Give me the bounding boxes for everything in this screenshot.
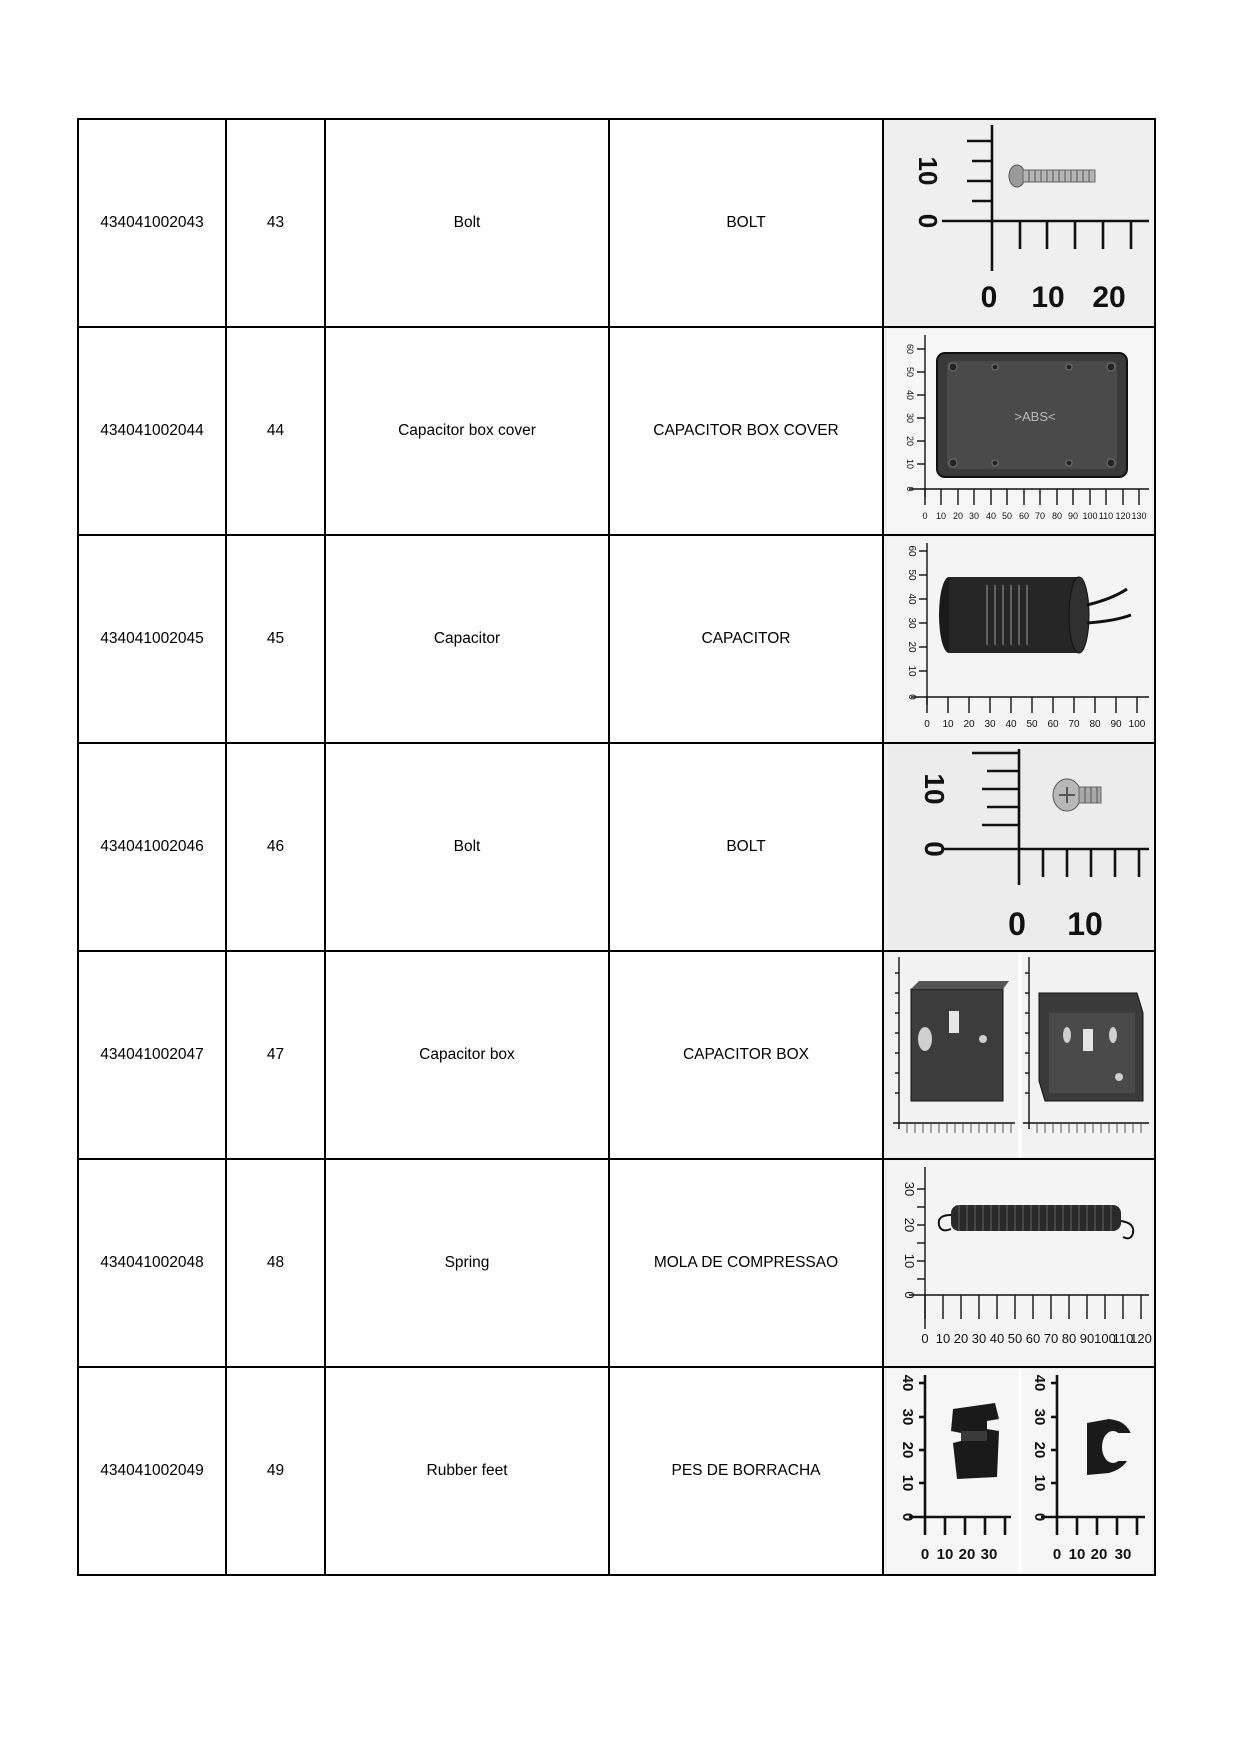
part-name-pt: CAPACITOR BOX COVER <box>609 327 883 535</box>
capacitor-photo <box>887 537 1152 741</box>
part-name-en: Capacitor <box>325 535 609 743</box>
scale-y-label: 60 <box>904 343 915 355</box>
part-code: 434041002046 <box>78 743 226 951</box>
part-name-en: Bolt <box>325 743 609 951</box>
scale-x-label: 70 <box>1043 1331 1058 1346</box>
part-name-pt: BOLT <box>609 119 883 327</box>
table-row <box>78 743 1155 951</box>
scale-x-label: 20 <box>1091 281 1126 314</box>
scale-x-label: 50 <box>1025 719 1038 730</box>
table-row <box>78 119 1155 327</box>
part-name-en: Capacitor box cover <box>325 327 609 535</box>
scale-x-label: 40 <box>989 1331 1004 1346</box>
scale-y-label: 10 <box>1030 1474 1048 1492</box>
scale-x-label: 30 <box>971 1331 986 1346</box>
image-text: >ABS< <box>1013 409 1056 424</box>
table-row <box>78 1367 1155 1575</box>
part-photo-cell <box>883 1159 1155 1367</box>
scale-x-label: 60 <box>1018 511 1029 521</box>
scale-y-label: 30 <box>898 1408 916 1426</box>
scale-x-label: 20 <box>952 511 963 521</box>
scale-y-label: 60 <box>905 545 917 557</box>
scale-y-label: 40 <box>1030 1374 1048 1392</box>
rubber-feet-photo <box>887 1369 1152 1573</box>
scale-x-label: 0 <box>923 719 930 730</box>
scale-y-label: 0 <box>898 1512 916 1522</box>
scale-y-label: 40 <box>905 593 917 605</box>
scale-x-label: 30 <box>1114 1546 1131 1563</box>
part-name-pt: CAPACITOR BOX <box>609 951 883 1159</box>
part-code: 434041002047 <box>78 951 226 1159</box>
scale-x-label: 10 <box>1030 281 1065 314</box>
scale-x-label: 40 <box>1004 719 1017 730</box>
scale-x-label: 60 <box>1025 1331 1040 1346</box>
scale-x-label: 10 <box>1068 1546 1085 1563</box>
scale-x-label: 10 <box>935 1331 950 1346</box>
scale-x-label: 80 <box>1051 511 1062 521</box>
scale-y-label: 30 <box>901 1181 917 1197</box>
position-number: 47 <box>226 951 325 1159</box>
table-row <box>78 327 1155 535</box>
scale-x-label: 10 <box>1066 906 1103 942</box>
part-photo-cell <box>883 535 1155 743</box>
scale-y-label: 20 <box>901 1217 917 1233</box>
part-name-en: Spring <box>325 1159 609 1367</box>
scale-x-label: 20 <box>953 1331 968 1346</box>
box-cover-photo <box>887 329 1152 533</box>
scale-x-label: 0 <box>921 511 928 521</box>
scale-x-label: 30 <box>983 719 996 730</box>
scale-y-label: 0 <box>912 213 943 229</box>
position-number: 49 <box>226 1367 325 1575</box>
scale-x-label: 90 <box>1109 719 1122 730</box>
part-code: 434041002049 <box>78 1367 226 1575</box>
parts-table <box>77 118 1156 1576</box>
scale-y-label: 20 <box>905 641 917 653</box>
scale-x-label: 100 <box>1093 1331 1116 1346</box>
scale-x-label: 20 <box>1090 1546 1107 1563</box>
part-name-pt: MOLA DE COMPRESSAO <box>609 1159 883 1367</box>
scale-y-label: 20 <box>904 435 915 447</box>
scale-y-label: 0 <box>901 1291 917 1299</box>
scale-x-label: 0 <box>920 1331 929 1346</box>
scale-y-label: 10 <box>901 1253 917 1269</box>
position-number: 46 <box>226 743 325 951</box>
part-code: 434041002048 <box>78 1159 226 1367</box>
scale-x-label: 10 <box>936 1546 953 1563</box>
scale-x-label: 80 <box>1088 719 1101 730</box>
scale-y-label: 0 <box>918 841 950 857</box>
scale-y-label: 20 <box>1030 1441 1048 1459</box>
scale-x-label: 130 <box>1130 511 1147 521</box>
part-name-en: Bolt <box>325 119 609 327</box>
scale-x-label: 120 <box>1129 1331 1152 1346</box>
scale-y-label: 30 <box>905 617 917 629</box>
scale-x-label: 10 <box>941 719 954 730</box>
scale-y-label: 40 <box>898 1374 916 1392</box>
scale-y-label: 0 <box>1030 1512 1048 1522</box>
scale-x-label: 0 <box>920 1546 929 1563</box>
part-photo-cell <box>883 743 1155 951</box>
part-name-en: Capacitor box <box>325 951 609 1159</box>
scale-y-label: 40 <box>904 389 915 401</box>
scale-y-label: 30 <box>1030 1408 1048 1426</box>
part-photo-cell <box>883 327 1155 535</box>
scale-y-label: 0 <box>904 486 915 492</box>
part-name-en: Rubber feet <box>325 1367 609 1575</box>
part-code: 434041002044 <box>78 327 226 535</box>
scale-x-label: 10 <box>935 511 946 521</box>
scale-x-label: 90 <box>1067 511 1078 521</box>
scale-x-label: 20 <box>962 719 975 730</box>
scale-x-label: 0 <box>980 281 997 314</box>
scale-x-label: 30 <box>980 1546 997 1563</box>
scale-x-label: 70 <box>1034 511 1045 521</box>
scale-y-label: 0 <box>905 694 917 700</box>
capacitor-box-photo <box>887 953 1152 1157</box>
scale-x-label: 50 <box>1007 1331 1022 1346</box>
position-number: 44 <box>226 327 325 535</box>
scale-x-label: 80 <box>1061 1331 1076 1346</box>
part-photo-cell <box>883 951 1155 1159</box>
scale-x-label: 70 <box>1067 719 1080 730</box>
table-row <box>78 951 1155 1159</box>
scale-x-label: 120 <box>1114 511 1131 521</box>
part-name-pt: PES DE BORRACHA <box>609 1367 883 1575</box>
part-photo-cell <box>883 119 1155 327</box>
scale-y-label: 30 <box>904 412 915 424</box>
table-row <box>78 1159 1155 1367</box>
scale-x-label: 30 <box>968 511 979 521</box>
scale-x-label: 50 <box>1001 511 1012 521</box>
scale-x-label: 110 <box>1112 1331 1133 1346</box>
position-number: 45 <box>226 535 325 743</box>
scale-y-label: 10 <box>905 665 917 677</box>
bolt-short-photo <box>887 745 1152 949</box>
scale-x-label: 110 <box>1098 511 1113 521</box>
scale-x-label: 100 <box>1081 511 1098 521</box>
scale-y-label: 10 <box>918 773 950 805</box>
scale-x-label: 40 <box>985 511 996 521</box>
scale-x-label: 20 <box>958 1546 975 1563</box>
part-code: 434041002045 <box>78 535 226 743</box>
scale-x-label: 0 <box>1052 1546 1061 1563</box>
part-name-pt: CAPACITOR <box>609 535 883 743</box>
bolt-long-photo <box>887 121 1152 325</box>
part-photo-cell <box>883 1367 1155 1575</box>
scale-x-label: 100 <box>1128 719 1145 730</box>
part-name-pt: BOLT <box>609 743 883 951</box>
table-row <box>78 535 1155 743</box>
part-code: 434041002043 <box>78 119 226 327</box>
scale-y-label: 10 <box>912 156 943 186</box>
spring-photo <box>887 1161 1152 1365</box>
scale-y-label: 50 <box>905 569 917 581</box>
position-number: 43 <box>226 119 325 327</box>
scale-y-label: 50 <box>904 366 915 378</box>
scale-y-label: 10 <box>898 1474 916 1492</box>
scale-x-label: 90 <box>1079 1331 1094 1346</box>
position-number: 48 <box>226 1159 325 1367</box>
scale-x-label: 0 <box>1007 906 1026 942</box>
scale-y-label: 20 <box>898 1441 916 1459</box>
scale-y-label: 10 <box>904 458 915 470</box>
scale-x-label: 60 <box>1046 719 1059 730</box>
